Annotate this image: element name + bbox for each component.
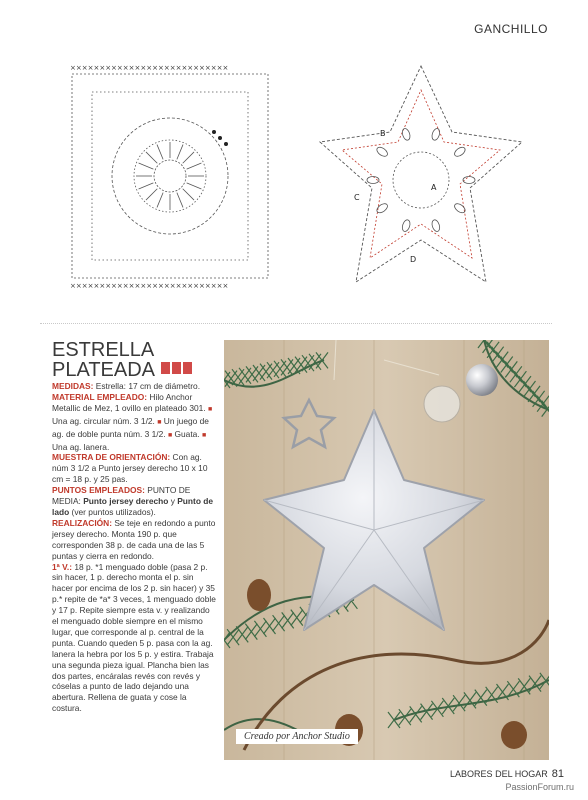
material-item-3: Un juego de ag. de doble punta núm. 3 1/2. (52, 415, 209, 439)
muestra-label: MUESTRA DE ORIENTACIÓN: (52, 452, 171, 463)
star-inner-outline (342, 90, 500, 258)
chart-outer-border (72, 74, 268, 278)
muestra-paragraph (52, 452, 216, 485)
material-label: MATERIAL EMPLEADO: (52, 391, 148, 402)
chart-ring-2 (112, 118, 228, 234)
bullet-icon: ■ (201, 431, 207, 439)
title-line-1: ESTRELLA (52, 339, 155, 361)
difficulty-square-icon (161, 362, 170, 374)
star-center-ring (393, 152, 449, 208)
puntos-paragraph (52, 485, 216, 518)
chart-center-ring (154, 160, 186, 192)
medidas-label: MEDIDAS: (52, 381, 94, 391)
bullet-icon: ■ (167, 431, 173, 439)
pattern-title (52, 340, 192, 380)
vuelta-label: 1ª V.: (52, 561, 73, 572)
svg-text:D: D (410, 255, 417, 264)
svg-text:C: C (354, 193, 360, 202)
puntos-bold-1: Punto jersey derecho (83, 496, 169, 507)
puntos-text-1: PUNTO DE MEDIA: (52, 485, 191, 507)
realizacion-paragraph (52, 518, 216, 562)
vuelta-paragraph (52, 562, 216, 715)
watermark: PassionForum.ru (505, 782, 574, 792)
medidas-paragraph (52, 381, 216, 392)
material-item-5: Una ag. lanera. (52, 441, 110, 452)
section-tag: GANCHILLO (474, 22, 548, 36)
medidas-text: Estrella: 17 cm de diámetro. (93, 381, 201, 391)
title-line-2-text: PLATEADA (52, 359, 155, 381)
vuelta-text: 18 p. *1 menguado doble (pasa 2 p. sin hacer, 1 p. derecho monta el p. sin hacer por encima de los 2 p. sin hacer) y 35 p.* repite de *a* 3 veces, 1 menguado doble y 17 p. Repite siempre esta v. y realizando el menguado doble siempre en el mismo lugar, que corresponde al p. central de la punta. Cuando queden 5 p. pasa con la ag. lanera la hebra por los 5 p. y estira. Trabaja una segunda pieza igual. Plancha bien las dos partes, encáralas revés con revés y cóselas a punto de lado dejando una abertura. Rellena de guata y cose la costura. (52, 561, 216, 714)
puntos-text-3: (ver puntos utilizados). (69, 506, 156, 517)
page-footer (450, 768, 564, 780)
puntos-bold-2: Punto de lado (52, 496, 214, 517)
glass-bauble (424, 386, 460, 422)
material-text: Hilo Anchor Metallic de Mez, 1 ovillo en plateado 301. (52, 391, 206, 413)
chart-ring-3 (92, 92, 248, 260)
bullet-icon: ■ (207, 405, 213, 413)
difficulty-square-icon (183, 362, 192, 374)
magazine-name: LABORES DEL HOGAR (450, 769, 548, 779)
svg-text:×××××××××××××××××××××××××××: ××××××××××××××××××××××××××× (70, 282, 229, 290)
difficulty-rating (161, 362, 192, 374)
difficulty-square-icon (172, 362, 181, 374)
crochet-square-chart (64, 60, 276, 292)
silver-bauble (466, 364, 498, 396)
section-divider (40, 323, 552, 324)
pattern-instructions (52, 381, 216, 714)
star-outline (320, 66, 522, 282)
puntos-text-2: y (168, 496, 178, 507)
realizacion-text: Se teje en redondo a punto jersey derecho. Monta 190 p. que corresponden 38 p. de cada una de las 5 puntas y cierra en redondo. (52, 517, 216, 561)
svg-text:A: A (431, 183, 437, 192)
star-photo (224, 340, 549, 760)
page-number: 81 (551, 768, 564, 780)
puntos-label: PUNTOS EMPLEADOS: (52, 485, 145, 496)
muestra-text: Con ag. núm 3 1/2 a Punto jersey derecho 10 x 10 cm = 18 p. y 25 pas. (52, 452, 208, 485)
material-item-4: Guata. (172, 428, 200, 439)
photo-credit: Creado por Anchor Studio (236, 729, 358, 744)
realizacion-label: REALIZACIÓN: (52, 517, 113, 528)
crochet-star-chart (314, 62, 528, 290)
svg-text:×××××××××××××××××××××××××××: ××××××××××××××××××××××××××× (70, 64, 229, 72)
title-line-2 (52, 360, 192, 380)
material-paragraph (52, 392, 216, 453)
svg-text:B: B (380, 129, 386, 138)
material-item-2: Una ag. circular núm. 3 1/2. (52, 415, 155, 426)
bullet-icon: ■ (157, 418, 162, 426)
